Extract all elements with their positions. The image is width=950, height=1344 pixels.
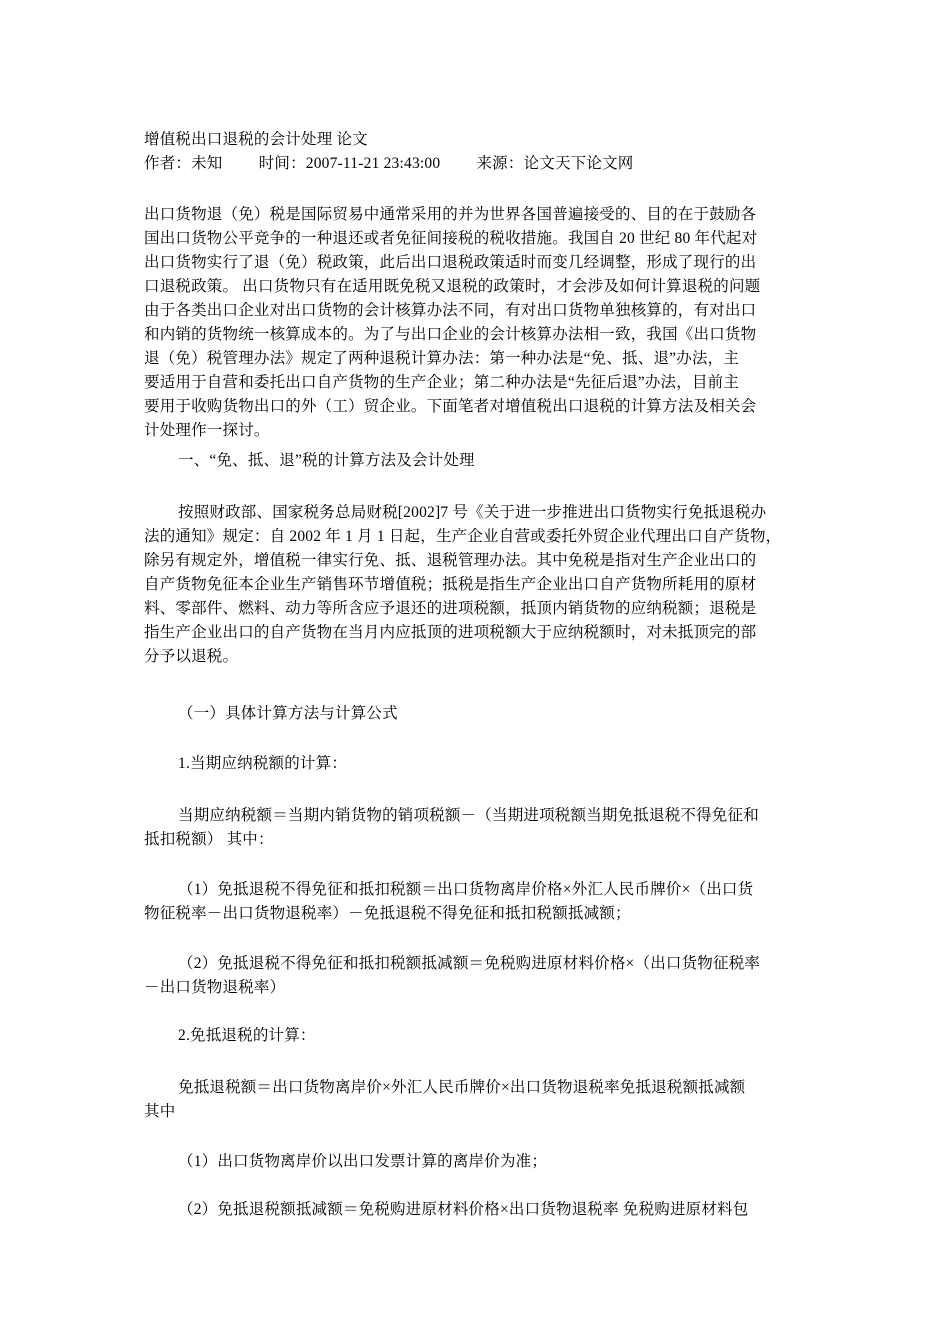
paragraph-line: 自产货物免征本企业生产销售环节增值税；抵税是指生产企业出口自产货物所耗用的原材: [144, 576, 757, 593]
intro-line: 由于各类出口企业对出口货物的会计核算办法不同，有对出口货物单独核算的，有对出口: [144, 302, 757, 319]
formula-line: 免抵退税额＝出口货物离岸价×外汇人民币牌价×出口货物退税率免抵退税额抵减额: [178, 1079, 746, 1096]
intro-line: 要适用于自营和委托出口自产货物的生产企业；第二种办法是“先征后退”办法，目前主: [144, 374, 740, 391]
intro-line: 出口货物实行了退（免）税政策，此后出口退税政策适时而变几经调整，形成了现行的出: [144, 254, 757, 271]
intro-line: 计处理作一探讨。: [144, 422, 270, 439]
formula-line: 其中: [144, 1103, 176, 1120]
item-heading: 1.当期应纳税额的计算：: [178, 755, 348, 772]
formula-line: －出口货物退税率）: [144, 979, 286, 996]
formula-line: 当期应纳税额＝当期内销货物的销项税额－（当期进项税额当期免抵退税不得免征和: [178, 807, 759, 824]
time-label: 时间：2007-11-21 23:43:00: [258, 155, 441, 172]
source-label: 来源：论文天下论文网: [476, 155, 634, 172]
item-heading: 2.免抵退税的计算：: [178, 1027, 316, 1044]
section-heading: 一、“免、抵、退”税的计算方法及会计处理: [178, 452, 475, 469]
paragraph-line: 法的通知》规定：自 2002 年 1 月 1 日起，生产企业自营或委托外贸企业代理出口自产货物，: [144, 528, 782, 545]
intro-line: 出口货物退（免）税是国际贸易中通常采用的并为世界各国普遍接受的、目的在于鼓励各: [144, 206, 757, 223]
formula-line: （1）免抵退税不得免征和抵扣税额＝出口货物离岸价格×外汇人民币牌价×（出口货: [178, 881, 754, 898]
intro-line: 退（免）税管理办法》规定了两种退税计算办法：第一种办法是“免、抵、退”办法，主: [144, 350, 740, 367]
formula-line: （1）出口货物离岸价以出口发票计算的离岸价为准；: [178, 1153, 548, 1170]
article-meta: [144, 152, 633, 176]
paragraph-line: 指生产企业出口的自产货物在当月内应抵顶的进项税额大于应纳税额时，对未抵顶完的部: [144, 624, 757, 641]
paragraph-line: 按照财政部、国家税务总局财税[2002]7 号《关于进一步推进出口货物实行免抵退税办: [178, 504, 767, 521]
author-label: 作者：未知: [144, 155, 223, 172]
formula-line: （2）免抵退税不得免征和抵扣税额抵减额＝免税购进原材料价格×（出口货物征税率: [178, 955, 761, 972]
formula-line: （2）免抵退税额抵减额＝免税购进原材料价格×出口货物退税率 免税购进原材料包: [178, 1201, 749, 1218]
paragraph-line: 分予以退税。: [144, 648, 239, 665]
formula-line: 物征税率－出口货物退税率）－免抵退税不得免征和抵扣税额抵减额；: [144, 905, 631, 922]
intro-line: 和内销的货物统一核算成本的。为了与出口企业的会计核算办法相一致，我国《出口货物: [144, 326, 757, 343]
intro-line: 要用于收购货物出口的外（工）贸企业。下面笔者对增值税出口退税的计算方法及相关会: [144, 398, 757, 415]
document-title: 增值税出口退税的会计处理 论文: [144, 131, 368, 148]
intro-line: 国出口货物公平竞争的一种退还或者免征间接税的税收措施。我国自 20 世纪 80 年代起对: [144, 230, 758, 247]
subsection-heading: （一）具体计算方法与计算公式: [178, 705, 398, 722]
paragraph-line: 除另有规定外，增值税一律实行免、抵、退税管理办法。其中免税是指对生产企业出口的: [144, 552, 757, 569]
paragraph-line: 料、零部件、燃料、动力等所含应予退还的进项税额，抵顶内销货物的应纳税额；退税是: [144, 600, 757, 617]
intro-line: 口退税政策。 出口货物只有在适用既免税又退税的政策时，才会涉及如何计算退税的问题: [144, 278, 761, 295]
formula-line: 抵扣税额） 其中：: [144, 831, 274, 848]
